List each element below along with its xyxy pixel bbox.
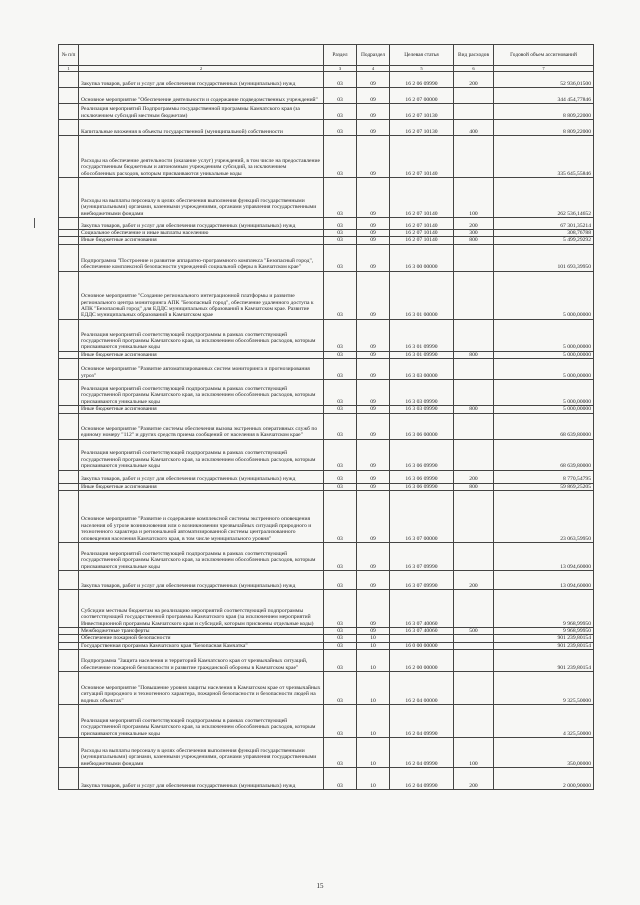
- vid-cell: [454, 635, 494, 642]
- target-cell: 16 3 03 00000: [390, 359, 454, 380]
- row-name: Расходы на обеспечение деятельности (оказание услуг) учреждений, в том числе на предоставление государственным бюджетным и автономным учреждениям субсидий, за исключением обособленных расходов, которым присваиваются уникальные коды: [79, 136, 324, 178]
- table-body: [59, 72, 594, 790]
- amount-cell: 344 454,77846: [494, 88, 594, 104]
- row-name: Реализация мероприятий соответствующей подпрограммы в рамках соответствующей государственной программы Камчатского края, за исключением обособленных расходов, которым присваиваются уникальные коды: [79, 543, 324, 571]
- vid-cell: 200: [454, 72, 494, 88]
- amount-cell: 59 869,25205: [494, 483, 594, 490]
- amount-cell: 9 968,99950: [494, 590, 594, 628]
- target-cell: 16 2 04 09990: [390, 768, 454, 790]
- target-cell: 16 2 00 00000: [390, 650, 454, 672]
- table-row: [59, 351, 594, 358]
- vid-cell: [454, 359, 494, 380]
- num-cell: [59, 413, 79, 439]
- row-name: Закупка товаров, работ и услуг для обеспечения государственных (муниципальных) нужд: [79, 571, 324, 590]
- podrazdel-cell: 09: [357, 230, 390, 237]
- table-row: [59, 319, 594, 351]
- table-row: [59, 705, 594, 738]
- column-number: 1: [59, 66, 79, 72]
- razdel-cell: 03: [324, 672, 357, 705]
- row-name: Подпрограмма "Защита населения и территорий Камчатского края от чрезвычайных ситуаций, обеспечение пожарной безопасности и развитие гражданской обороны в Камчатском крае": [79, 650, 324, 672]
- amount-cell: 901 239,80154: [494, 650, 594, 672]
- num-cell: [59, 351, 79, 358]
- row-name: Государственная программа Камчатского края "Безопасная Камчатка": [79, 642, 324, 649]
- target-cell: 16 2 07 10140: [390, 230, 454, 237]
- razdel-cell: 03: [324, 319, 357, 351]
- row-name: Реализация мероприятий соответствующей подпрограммы в рамках соответствующей государственной программы Камчатского края, за исключением обособленных расходов, которым присваиваются уникальные коды: [79, 319, 324, 351]
- vid-cell: 400: [454, 120, 494, 136]
- razdel-cell: 03: [324, 768, 357, 790]
- podrazdel-cell: 10: [357, 635, 390, 642]
- num-cell: [59, 705, 79, 738]
- razdel-cell: 03: [324, 72, 357, 88]
- podrazdel-cell: 09: [357, 470, 390, 483]
- num-cell: [59, 543, 79, 571]
- amount-cell: 4 325,50000: [494, 705, 594, 738]
- row-name: Расходы на выплаты персоналу в целях обеспечения выполнения функций государственными (муниципальными) органами, казенными учреждениями, органами управления государственными внебюджетными фондами: [79, 738, 324, 768]
- amount-cell: 68 639,80000: [494, 413, 594, 439]
- target-cell: 16 2 07 10140: [390, 178, 454, 218]
- table-row: [59, 470, 594, 483]
- row-name: Закупка товаров, работ и услуг для обеспечения государственных (муниципальных) нужд: [79, 218, 324, 230]
- vid-cell: [454, 271, 494, 319]
- vid-cell: 200: [454, 571, 494, 590]
- row-name: Реализация мероприятий соответствующей подпрограммы в рамках соответствующей государственной программы Камчатского края, за исключением обособленных расходов, которым присваиваются уникальные коды: [79, 705, 324, 738]
- column-number: 7: [494, 66, 594, 72]
- vid-cell: 100: [454, 178, 494, 218]
- row-name: Иные бюджетные ассигнования: [79, 406, 324, 413]
- podrazdel-cell: 09: [357, 628, 390, 635]
- podrazdel-cell: 09: [357, 120, 390, 136]
- amount-cell: 5 000,00000: [494, 359, 594, 380]
- razdel-cell: 03: [324, 470, 357, 483]
- row-name: Основное мероприятие "Повышение уровня защиты населения в Камчатском крае от чрезвычайных ситуаций природного и техногенного характера, пожарной безопасности и безопасности людей на водных объектах": [79, 672, 324, 705]
- table-row: [59, 768, 594, 790]
- table-row: [59, 672, 594, 705]
- row-name: Основное мероприятие "Создание регионального интеграционной платформы и развитие регионального центра мониторинга АПК "Безопасный город", обеспечение удаленного доступа к АПК "Безопасный город" для ЕДДС муниципальных образований в Камчатском крае. Развитие ЕДДС муниципальных образований в Камчатском крае: [79, 271, 324, 319]
- amount-cell: 308,76788: [494, 230, 594, 237]
- target-cell: 16 3 07 09990: [390, 543, 454, 571]
- vid-cell: 100: [454, 738, 494, 768]
- podrazdel-cell: 09: [357, 319, 390, 351]
- num-cell: [59, 88, 79, 104]
- amount-cell: 2 000,90000: [494, 768, 594, 790]
- table-row: [59, 738, 594, 768]
- vid-cell: 800: [454, 237, 494, 244]
- razdel-cell: 03: [324, 413, 357, 439]
- column-number: 6: [454, 66, 494, 72]
- table-row: [59, 72, 594, 88]
- razdel-cell: 03: [324, 738, 357, 768]
- row-name: Реализация мероприятий соответствующей подпрограммы в рамках соответствующей государственной программы Камчатского края, за исключением обособленных расходов, которым присваиваются уникальные коды: [79, 439, 324, 470]
- amount-cell: 8 770,54795: [494, 470, 594, 483]
- podrazdel-cell: 10: [357, 650, 390, 672]
- row-name: Реализация мероприятий соответствующей подпрограммы в рамках соответствующей государственной программы Камчатского края, за исключением обособленных расходов, которым присваиваются уникальные коды: [79, 380, 324, 406]
- amount-cell: 67 301,35214: [494, 218, 594, 230]
- razdel-cell: 03: [324, 439, 357, 470]
- amount-cell: 101 693,39950: [494, 244, 594, 271]
- num-cell: [59, 571, 79, 590]
- podrazdel-cell: 09: [357, 271, 390, 319]
- razdel-cell: 03: [324, 571, 357, 590]
- podrazdel-cell: 10: [357, 705, 390, 738]
- amount-cell: 23 063,59950: [494, 491, 594, 543]
- vid-cell: [454, 380, 494, 406]
- podrazdel-cell: 09: [357, 104, 390, 120]
- razdel-cell: 03: [324, 543, 357, 571]
- row-name: Иные бюджетные ассигнования: [79, 237, 324, 244]
- column-number: 2: [79, 66, 324, 72]
- num-cell: [59, 642, 79, 649]
- num-cell: [59, 230, 79, 237]
- podrazdel-cell: 09: [357, 590, 390, 628]
- razdel-cell: 03: [324, 628, 357, 635]
- budget-table: [58, 44, 594, 790]
- table-row: [59, 136, 594, 178]
- num-cell: [59, 628, 79, 635]
- podrazdel-cell: 09: [357, 218, 390, 230]
- amount-cell: 901 239,80154: [494, 642, 594, 649]
- target-cell: 16 2 04 09990: [390, 738, 454, 768]
- num-cell: [59, 470, 79, 483]
- amount-cell: 9 968,99950: [494, 628, 594, 635]
- header-name: [79, 45, 324, 66]
- razdel-cell: 03: [324, 590, 357, 628]
- razdel-cell: 03: [324, 120, 357, 136]
- num-cell: [59, 406, 79, 413]
- vid-cell: 200: [454, 218, 494, 230]
- table-row: [59, 483, 594, 490]
- table-row: [59, 590, 594, 628]
- vid-cell: 200: [454, 768, 494, 790]
- target-cell: 16 2 07 10140: [390, 237, 454, 244]
- podrazdel-cell: 09: [357, 244, 390, 271]
- vid-cell: [454, 439, 494, 470]
- razdel-cell: 03: [324, 244, 357, 271]
- razdel-cell: 03: [324, 178, 357, 218]
- vid-cell: [454, 491, 494, 543]
- amount-cell: 5 000,00000: [494, 271, 594, 319]
- amount-cell: 5 000,00000: [494, 406, 594, 413]
- podrazdel-cell: 10: [357, 738, 390, 768]
- num-cell: [59, 72, 79, 88]
- table-row: [59, 491, 594, 543]
- row-name: Основное мероприятие "Развитие автоматизированных систем мониторинга и прогнозирования угроз": [79, 359, 324, 380]
- num-cell: [59, 635, 79, 642]
- num-cell: [59, 359, 79, 380]
- row-name: Основное мероприятие "Развитие и содержание комплексной системы экстренного оповещения населения об угрозе возникновения или о возникновении чрезвычайных ситуаций природного и техногенного характера и региональной автоматизированной системы централизованного оповещения населения Камчатского края, в том числе муниципального уровня": [79, 491, 324, 543]
- target-cell: 16 3 01 09990: [390, 319, 454, 351]
- table-row: [59, 230, 594, 237]
- podrazdel-cell: 09: [357, 571, 390, 590]
- header-amount: Годовой объем ассигнований: [494, 45, 594, 66]
- vid-cell: 800: [454, 483, 494, 490]
- num-cell: [59, 439, 79, 470]
- amount-cell: 5 499,29292: [494, 237, 594, 244]
- target-cell: 16 3 07 40060: [390, 628, 454, 635]
- amount-cell: 8 809,22000: [494, 120, 594, 136]
- podrazdel-cell: 09: [357, 413, 390, 439]
- vid-cell: 500: [454, 628, 494, 635]
- vid-cell: [454, 413, 494, 439]
- razdel-cell: 03: [324, 218, 357, 230]
- table-row: [59, 271, 594, 319]
- target-cell: 16 3 01 00000: [390, 271, 454, 319]
- amount-cell: 5 000,00000: [494, 319, 594, 351]
- vid-cell: [454, 319, 494, 351]
- vid-cell: [454, 672, 494, 705]
- podrazdel-cell: 09: [357, 88, 390, 104]
- row-name: Иные бюджетные ассигнования: [79, 483, 324, 490]
- target-cell: 16 2 04 00000: [390, 672, 454, 705]
- table-row: [59, 88, 594, 104]
- table-row: [59, 635, 594, 642]
- row-name: Иные бюджетные ассигнования: [79, 351, 324, 358]
- target-cell: 16 2 07 10140: [390, 218, 454, 230]
- num-cell: [59, 136, 79, 178]
- target-cell: 16 3 07 00000: [390, 491, 454, 543]
- table-row: [59, 359, 594, 380]
- table-row: [59, 543, 594, 571]
- vid-cell: [454, 590, 494, 628]
- vid-cell: [454, 642, 494, 649]
- header-num: № п/п: [59, 45, 79, 66]
- target-cell: 16 2 07 10140: [390, 136, 454, 178]
- vid-cell: [454, 650, 494, 672]
- table-row: [59, 178, 594, 218]
- razdel-cell: 03: [324, 380, 357, 406]
- target-cell: 16 3 06 09990: [390, 483, 454, 490]
- table-row: [59, 380, 594, 406]
- target-cell: 16 2 07 10130: [390, 104, 454, 120]
- podrazdel-cell: 09: [357, 359, 390, 380]
- row-name: Реализация мероприятий Подпрограммы государственной программы Камчатского края (за исключением субсидий местным бюджетам): [79, 104, 324, 120]
- razdel-cell: 03: [324, 406, 357, 413]
- num-cell: [59, 120, 79, 136]
- amount-cell: 262 536,14652: [494, 178, 594, 218]
- header-podrazdel: Подраздел: [357, 45, 390, 66]
- razdel-cell: 03: [324, 88, 357, 104]
- table-row: [59, 628, 594, 635]
- table-row: [59, 571, 594, 590]
- vid-cell: [454, 705, 494, 738]
- podrazdel-cell: 09: [357, 406, 390, 413]
- vid-cell: 800: [454, 406, 494, 413]
- amount-cell: 350,00000: [494, 738, 594, 768]
- row-name: Закупка товаров, работ и услуг для обеспечения государственных (муниципальных) нужд: [79, 470, 324, 483]
- target-cell: 16 2 04 09990: [390, 705, 454, 738]
- row-name: Основное мероприятие "Обеспечение деятельности и содержание подведомственных учреждений": [79, 88, 324, 104]
- target-cell: 16 3 00 00000: [390, 244, 454, 271]
- table-row: [59, 218, 594, 230]
- target-cell: 16 3 07 09990: [390, 571, 454, 590]
- target-cell: 16 3 06 09990: [390, 439, 454, 470]
- target-cell: [390, 635, 454, 642]
- row-name: Основное мероприятие "Развитие системы обеспечения вызова экстренных оперативных служб по единому номеру "112" и других средств приема сообщений от населения в Камчатском крае": [79, 413, 324, 439]
- podrazdel-cell: 10: [357, 768, 390, 790]
- podrazdel-cell: 09: [357, 178, 390, 218]
- amount-cell: 5 000,00000: [494, 351, 594, 358]
- header-vid: Вид расходов: [454, 45, 494, 66]
- table-row: [59, 244, 594, 271]
- num-cell: [59, 768, 79, 790]
- podrazdel-cell: 09: [357, 136, 390, 178]
- target-cell: 16 3 06 09990: [390, 470, 454, 483]
- column-number: 3: [324, 66, 357, 72]
- table-row: [59, 650, 594, 672]
- vid-cell: 800: [454, 351, 494, 358]
- podrazdel-cell: 09: [357, 72, 390, 88]
- vid-cell: 300: [454, 230, 494, 237]
- row-name: Расходы на выплаты персоналу в целях обеспечения выполнения функций государственными (муниципальными) органами, казенными учреждениями, органами управления государственными внебюджетными фондами: [79, 178, 324, 218]
- row-name: Подпрограмма "Построение и развитие аппаратно-программного комплекса "Безопасный город", обеспечение комплексной безопасности учреждений социальной сферы в Камчатском крае": [79, 244, 324, 271]
- vid-cell: [454, 136, 494, 178]
- column-number: 5: [390, 66, 454, 72]
- podrazdel-cell: 10: [357, 642, 390, 649]
- vid-cell: [454, 104, 494, 120]
- razdel-cell: 03: [324, 230, 357, 237]
- razdel-cell: 03: [324, 491, 357, 543]
- target-cell: 16 0 00 00000: [390, 642, 454, 649]
- podrazdel-cell: 09: [357, 491, 390, 543]
- num-cell: [59, 319, 79, 351]
- razdel-cell: 03: [324, 642, 357, 649]
- podrazdel-cell: 09: [357, 351, 390, 358]
- vid-cell: [454, 88, 494, 104]
- target-cell: 16 3 03 09990: [390, 406, 454, 413]
- table-row: [59, 237, 594, 244]
- razdel-cell: 03: [324, 635, 357, 642]
- num-cell: [59, 650, 79, 672]
- vid-cell: 200: [454, 470, 494, 483]
- row-name: Закупка товаров, работ и услуг для обеспечения государственных (муниципальных) нужд: [79, 72, 324, 88]
- num-cell: [59, 271, 79, 319]
- razdel-cell: 03: [324, 359, 357, 380]
- amount-cell: 901 239,80154: [494, 635, 594, 642]
- row-name: Закупка товаров, работ и услуг для обеспечения государственных (муниципальных) нужд: [79, 768, 324, 790]
- num-cell: [59, 244, 79, 271]
- razdel-cell: 03: [324, 705, 357, 738]
- table-row: [59, 439, 594, 470]
- margin-mark: [34, 218, 39, 228]
- num-cell: [59, 491, 79, 543]
- amount-cell: 8 809,22000: [494, 104, 594, 120]
- razdel-cell: 03: [324, 483, 357, 490]
- podrazdel-cell: 09: [357, 439, 390, 470]
- razdel-cell: 03: [324, 237, 357, 244]
- podrazdel-cell: 09: [357, 483, 390, 490]
- num-cell: [59, 218, 79, 230]
- target-cell: 16 3 03 09990: [390, 380, 454, 406]
- num-cell: [59, 590, 79, 628]
- target-cell: 16 3 06 00000: [390, 413, 454, 439]
- header-target: Целевая статья: [390, 45, 454, 66]
- row-name: Обеспечение пожарной безопасности: [79, 635, 324, 642]
- table-row: [59, 413, 594, 439]
- razdel-cell: 03: [324, 650, 357, 672]
- num-cell: [59, 104, 79, 120]
- amount-cell: 68 639,80000: [494, 439, 594, 470]
- page-number: 15: [316, 882, 324, 890]
- num-cell: [59, 237, 79, 244]
- amount-cell: 13 094,60000: [494, 543, 594, 571]
- amount-cell: 335 645,55846: [494, 136, 594, 178]
- table-row: [59, 642, 594, 649]
- target-cell: 16 2 07 00000: [390, 88, 454, 104]
- table-row: [59, 406, 594, 413]
- target-cell: 16 3 01 09990: [390, 351, 454, 358]
- column-number: 4: [357, 66, 390, 72]
- razdel-cell: 03: [324, 351, 357, 358]
- header-row: [59, 45, 594, 66]
- row-name: Субсидии местным бюджетам на реализацию мероприятий соответствующей подпрограммы соответствующей государственной программы Камчатского края (за исключением мероприятий Инвестиционной программы Камчатского края и субсидий, которым присвоены отдельные коды): [79, 590, 324, 628]
- num-cell: [59, 672, 79, 705]
- num-cell: [59, 380, 79, 406]
- podrazdel-cell: 10: [357, 672, 390, 705]
- podrazdel-cell: 09: [357, 543, 390, 571]
- podrazdel-cell: 09: [357, 237, 390, 244]
- num-cell: [59, 178, 79, 218]
- podrazdel-cell: 09: [357, 380, 390, 406]
- num-cell: [59, 738, 79, 768]
- num-cell: [59, 483, 79, 490]
- vid-cell: [454, 244, 494, 271]
- razdel-cell: 03: [324, 104, 357, 120]
- amount-cell: 13 094,60000: [494, 571, 594, 590]
- razdel-cell: 03: [324, 136, 357, 178]
- row-name: Межбюджетные трансферты: [79, 628, 324, 635]
- amount-cell: 52 936,01500: [494, 72, 594, 88]
- header-razdel: Раздел: [324, 45, 357, 66]
- target-cell: 16 2 07 10130: [390, 120, 454, 136]
- row-name: Социальное обеспечение и иные выплаты населению: [79, 230, 324, 237]
- amount-cell: 9 325,50000: [494, 672, 594, 705]
- razdel-cell: 03: [324, 271, 357, 319]
- target-cell: 16 2 06 09990: [390, 72, 454, 88]
- row-name: Капитальные вложения в объекты государственной (муниципальной) собственности: [79, 120, 324, 136]
- amount-cell: 5 000,00000: [494, 380, 594, 406]
- table-row: [59, 104, 594, 120]
- target-cell: 16 3 07 40060: [390, 590, 454, 628]
- table-row: [59, 120, 594, 136]
- vid-cell: [454, 543, 494, 571]
